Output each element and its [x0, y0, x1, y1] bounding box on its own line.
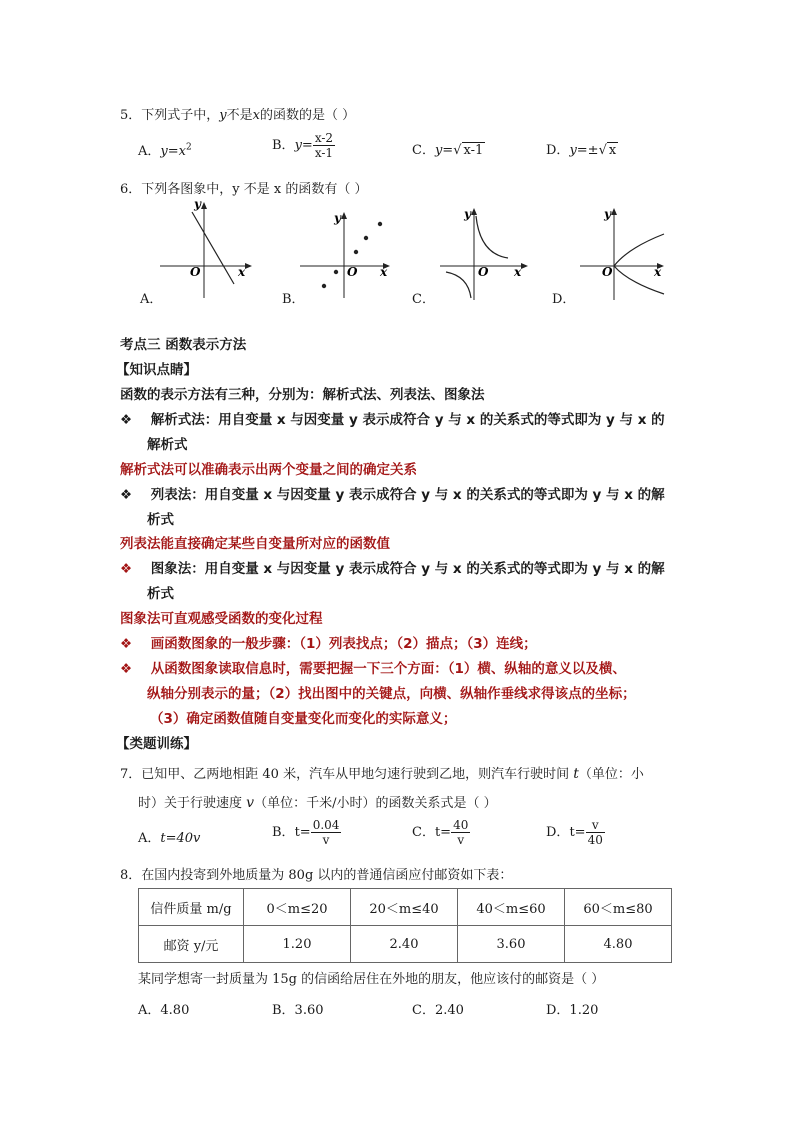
q8-question: 某同学想寄一封质量为 15g 的信函给居住在外地的朋友，他应该付的邮资是（ ）: [138, 972, 605, 987]
y-axis-label: y: [194, 197, 201, 211]
scatter-point: [378, 222, 382, 226]
scatter-point: [334, 270, 338, 274]
bullet-item-table: [120, 483, 665, 503]
hyperbola-branch: [476, 216, 508, 258]
x-arrow: [521, 263, 528, 269]
fraction: [313, 131, 335, 160]
radical-sign: √: [453, 143, 462, 158]
option-label: D．: [546, 143, 570, 158]
q6-graph-b: [290, 206, 400, 302]
bullet-item-analytic-cont: 解析式: [147, 437, 188, 453]
q5-stem: [120, 104, 355, 123]
x-axis-label: x: [514, 265, 522, 279]
q7-text: （单位：小: [578, 767, 644, 782]
diamond-bullet-icon: ❖: [120, 561, 133, 577]
radical-sign: √: [598, 143, 607, 158]
table-cell: 1.20: [244, 926, 351, 963]
table-cell: 0＜m≤20: [244, 889, 351, 926]
parabola-curve: [614, 234, 664, 294]
x-axis-label: x: [238, 265, 246, 279]
y-arrow: [471, 208, 477, 215]
bullet-info-cont-2: （3）确定函数值随自变量变化而变化的实际意义；: [150, 711, 457, 727]
table-row: [139, 926, 672, 963]
hyperbola-branch: [446, 272, 471, 298]
postage-table: [138, 888, 672, 963]
bullet-text: 解析式法：用自变量 x 与因变量 y 表示成符合 y 与 x 的关系式的等式即为 y 与 x 的: [150, 412, 665, 428]
q5-option-c: [412, 139, 485, 158]
option-label: A．: [138, 144, 161, 159]
table-cell: 3.60: [458, 926, 565, 963]
option-expr: y=±: [569, 143, 599, 158]
option-expr: t=: [569, 825, 586, 840]
q8-option-d: D．1.20: [546, 1003, 599, 1018]
diamond-bullet-icon: ❖: [120, 661, 133, 677]
origin-label: O: [347, 265, 358, 279]
q7-text: 时）关于行驶速度: [138, 796, 247, 811]
knowledge-header: 【知识点睛】: [116, 362, 197, 378]
x-arrow: [245, 263, 252, 269]
option-expr: t=: [294, 825, 311, 840]
bullet-text: 从函数图象读取信息时，需要把握一下三个方面：（1）横、纵轴的意义以及横、: [150, 661, 626, 677]
option-exponent: 2: [185, 142, 192, 153]
scatter-point: [322, 284, 326, 288]
table-cell: 40＜m≤60: [458, 889, 565, 926]
option-expr: t=: [434, 825, 452, 840]
radicand: x: [608, 143, 617, 158]
fraction: [586, 818, 605, 847]
table-row: [139, 889, 672, 926]
option-label: D．: [546, 825, 570, 840]
bullet-text: 图象法：用自变量 x 与因变量 y 表示成符合 y 与 x 的关系式的等式即为 y 与 x 的解: [150, 561, 665, 577]
q6-stem: 6．下列各图象中，y 不是 x 的函数有（ ）: [120, 182, 368, 197]
q5-stem-mid: 不是: [226, 108, 253, 123]
q5-option-a: [138, 140, 192, 159]
q7-option-a: [138, 827, 200, 846]
bullet-info-cont-1: 纵轴分别表示的量；（2）找出图中的关键点，向横、纵轴作垂线求得该点的坐标；: [147, 686, 636, 702]
y-axis-label: y: [334, 211, 341, 225]
q5-var-y: y: [219, 108, 227, 123]
q7-var-v: v: [246, 795, 255, 811]
option-label: B．: [272, 825, 295, 840]
bullet-item-graph: [120, 557, 665, 577]
y-axis-label: y: [604, 207, 611, 221]
q7-text: 7．已知甲、乙两地相距 40 米，汽车从甲地匀速行驶到乙地，则汽车行驶时间: [120, 767, 574, 782]
note-table: 列表法能直接确定某些自变量所对应的函数值: [120, 536, 390, 552]
table-cell: 20＜m≤40: [351, 889, 458, 926]
bullet-text: 画函数图象的一般步骤：（1）列表找点；（2）描点；（3）连线；: [150, 636, 537, 652]
option-label: C．: [412, 825, 435, 840]
fraction-denominator: x-1: [314, 146, 334, 160]
q6-label-a: A．: [140, 292, 163, 307]
option-label: B．: [272, 138, 295, 153]
bullet-item-graph-cont: 析式: [147, 586, 174, 602]
bullet-steps: [120, 632, 537, 652]
bullet-text: 列表法：用自变量 x 与因变量 y 表示成符合 y 与 x 的关系式的等式即为 y 与 x 的解: [150, 487, 665, 503]
q6-label-d: D．: [552, 292, 576, 307]
origin-label: O: [602, 265, 613, 279]
section-title: 考点三 函数表示方法: [120, 337, 247, 353]
origin-label: O: [478, 265, 489, 279]
x-axis-label: x: [654, 265, 662, 279]
scatter-point: [354, 250, 358, 254]
q7-option-c: [412, 818, 470, 847]
option-expr: y=: [294, 138, 313, 153]
fraction: [451, 818, 470, 847]
bullet-item-table-cont: 析式: [147, 512, 174, 528]
option-label: A．: [138, 831, 161, 846]
option-label: C．: [412, 143, 435, 158]
q6-label-b: B．: [282, 292, 305, 307]
intro-line: 函数的表示方法有三种，分别为：解析式法、列表法、图象法: [120, 387, 485, 403]
x-axis-label: x: [380, 265, 388, 279]
q8-option-a: A．4.80: [138, 1003, 190, 1018]
practice-header: 【类题训练】: [116, 736, 197, 752]
q8-stem: 8．在国内投寄到外地质量为 80g 以内的普通信函应付邮资如下表：: [120, 868, 513, 883]
table-cell: 60＜m≤80: [565, 889, 672, 926]
fraction-numerator: x-2: [314, 131, 334, 145]
q6-graph-a: [140, 196, 260, 302]
table-cell: 2.40: [351, 926, 458, 963]
diamond-bullet-icon: ❖: [120, 636, 133, 652]
q7-option-b: [272, 818, 341, 847]
y-axis-label: y: [464, 207, 471, 221]
fraction-numerator: 40: [453, 818, 469, 832]
table-header-cell: 信件质量 m/g: [139, 889, 244, 926]
q6-graph-d: [576, 204, 676, 302]
q8-option-c: C．2.40: [412, 1003, 464, 1018]
q5-var-x: x: [252, 108, 260, 123]
q8-option-b: B．3.60: [272, 1003, 324, 1018]
fraction-numerator: 0.04: [312, 818, 340, 832]
q7-stem-line2: [138, 792, 497, 811]
q7-stem-line1: [120, 763, 644, 782]
q6-label-c: C．: [412, 292, 435, 307]
y-arrow: [611, 208, 617, 215]
table-cell: 4.80: [565, 926, 672, 963]
y-arrow: [341, 212, 347, 219]
q5-option-b: [272, 131, 335, 160]
q5-option-d: [546, 139, 618, 158]
diamond-bullet-icon: ❖: [120, 487, 133, 503]
table-header-cell: 邮资 y/元: [139, 926, 244, 963]
q6-graph-c: [434, 204, 534, 302]
note-analytic: 解析式法可以准确表示出两个变量之间的确定关系: [120, 462, 417, 478]
diamond-bullet-icon: ❖: [120, 412, 133, 428]
q7-text: （单位：千米/小时）的函数关系式是（ ）: [254, 796, 497, 811]
option-expr: y=: [434, 143, 454, 158]
fraction-denominator: v: [457, 833, 465, 847]
fraction-denominator: v: [322, 833, 330, 847]
bullet-item-analytic: [120, 408, 665, 428]
q5-stem-suffix: 的函数的是（ ）: [260, 108, 356, 123]
fraction-numerator: v: [586, 818, 605, 833]
option-expr: t=40v: [160, 831, 201, 846]
option-expr: y=x: [160, 144, 186, 159]
q7-option-d: [546, 818, 605, 847]
q5-stem-prefix: 5．下列式子中，: [120, 108, 220, 123]
origin-label: O: [190, 265, 201, 279]
y-arrow: [201, 202, 207, 209]
note-graph: 图象法可直观感受函数的变化过程: [120, 611, 323, 627]
fraction: [311, 818, 342, 847]
q7-var-t: t: [573, 766, 579, 782]
scatter-point: [364, 236, 368, 240]
fraction-denominator: 40: [587, 833, 603, 847]
radicand: x-1: [463, 143, 484, 158]
bullet-info: [120, 657, 626, 677]
